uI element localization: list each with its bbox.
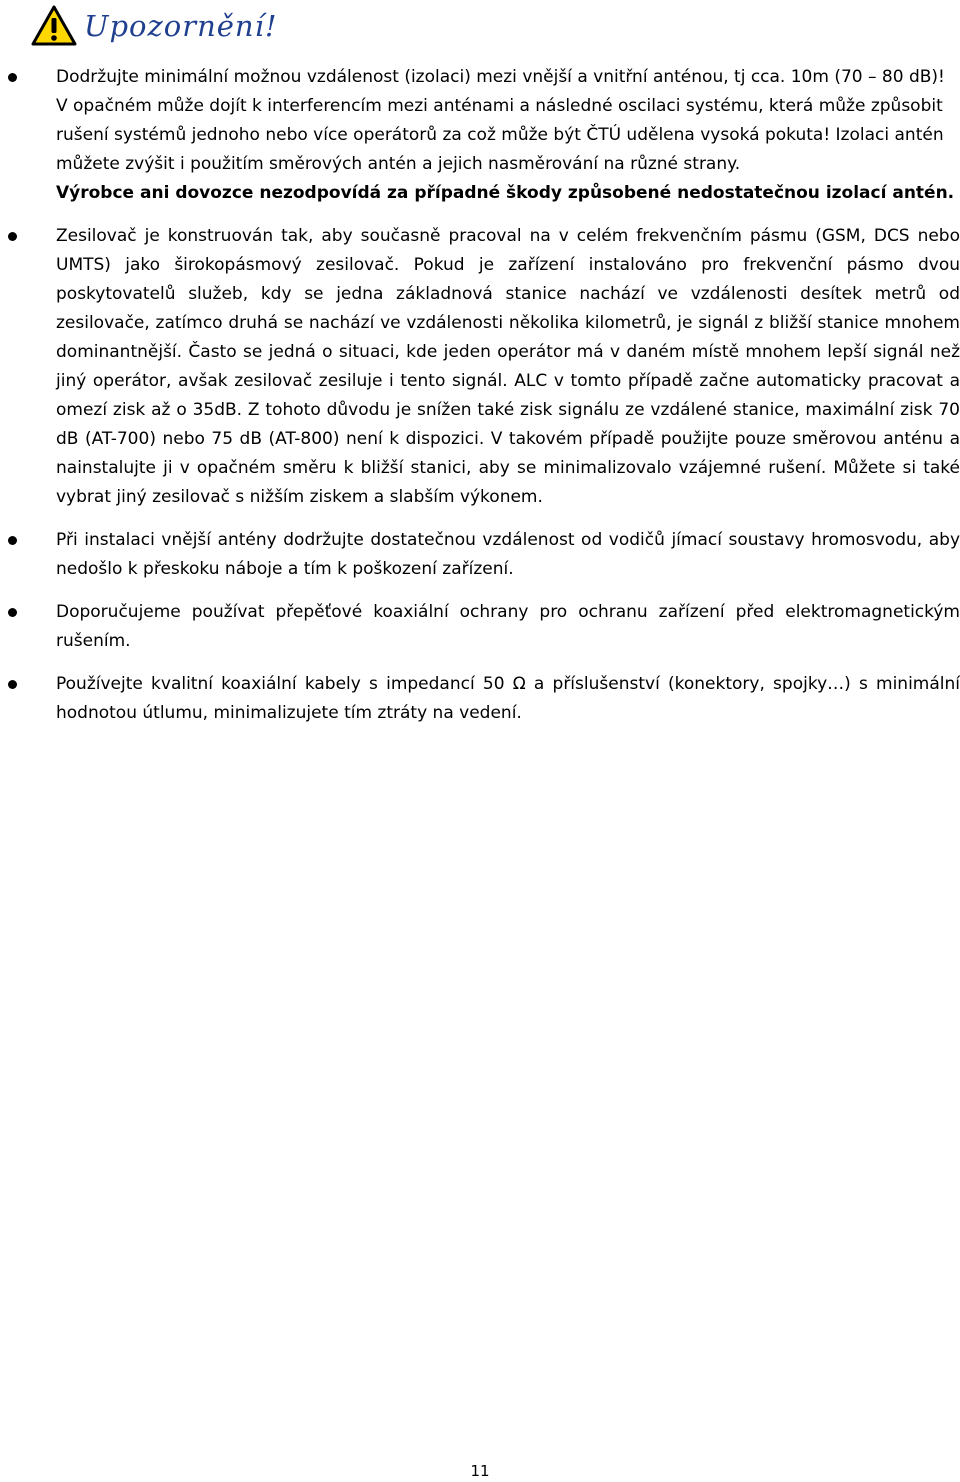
page-number: 11 — [470, 1462, 490, 1480]
item-text: Zesilovač je konstruován tak, aby současně pracoval na v celém frekvenčním pásmu (GSM, DCS nebo UMTS) jako širokopásmový zesilovač. Pokud je zařízení instalováno pro frekvenční pásmo dvou poskytovatelů služeb, kdy se jedna základnová stanice nachází ve vzdálenosti desítek metrů od zesilovače, zatímco druhá se nachází ve vzdálenosti několika kilometrů, je signál z bližší stanice mnohem dominantnější. Často se jedná o situaci, kde jeden operátor má v daném místě mnohem lepší signál než jiný operátor, avšak zesilovač zesiluje i tento signál. ALC v tomto případě začne automaticky pracovat a omezí zisk až o 35dB. Z tohoto důvodu je snížen také zisk signálu ze vzdálené stanice, maximální zisk 70 dB (AT-700) nebo 75 dB (AT-800) není k dispozici. V takovém případě použijte pouze směrovou anténu a nainstalujte ji v opačném směru k bližší stanici, aby se minimalizovalo vzájemné rušení. Můžete si také vybrat jiný zesilovač s nižším ziskem a slabším výkonem. — [56, 226, 960, 507]
warning-list — [0, 63, 960, 742]
item-text: Při instalaci vnější antény dodržujte dostatečnou vzdálenost od vodičů jímací soustavy hromosvodu, aby nedošlo k přeskoku náboje a tím k poškození zařízení. — [56, 530, 960, 579]
item-bold-text: Výrobce ani dovozce nezodpovídá za případné škody způsobené nedostatečnou izolací antén. — [56, 183, 955, 203]
list-item — [0, 670, 960, 728]
item-text: Doporučujeme používat přepěťové koaxiální ochrany pro ochranu zařízení před elektromagnetickým rušením. — [56, 602, 960, 651]
item-text: Dodržujte minimální možnou vzdálenost (izolaci) mezi vnější a vnitřní anténou, tj cca. 10m (70 – 80 dB)! V opačném může dojít k interferencím mezi anténami a následné oscilaci systému, která může způsobit rušení systémů jednoho nebo více operátorů za což může být ČTÚ udělena vysoká pokuta! Izolaci antén můžete zvýšit i použitím směrových antén a jejich nasměrování na různé strany. — [56, 67, 945, 174]
page-title: Upozornění! — [84, 9, 278, 43]
list-item — [0, 222, 960, 512]
bullet-icon — [8, 536, 17, 545]
list-item — [0, 598, 960, 656]
list-item — [0, 63, 960, 208]
bullet-icon — [8, 680, 17, 689]
bullet-icon — [8, 608, 17, 617]
bullet-icon — [8, 232, 17, 241]
bullet-icon — [8, 73, 17, 82]
warning-heading — [30, 2, 278, 50]
item-text: Používejte kvalitní koaxiální kabely s impedancí 50 Ω a příslušenství (konektory, spojky…) s minimální hodnotou útlumu, minimalizujete tím ztráty na vedení. — [56, 674, 960, 723]
warning-icon — [30, 4, 78, 48]
list-item — [0, 526, 960, 584]
